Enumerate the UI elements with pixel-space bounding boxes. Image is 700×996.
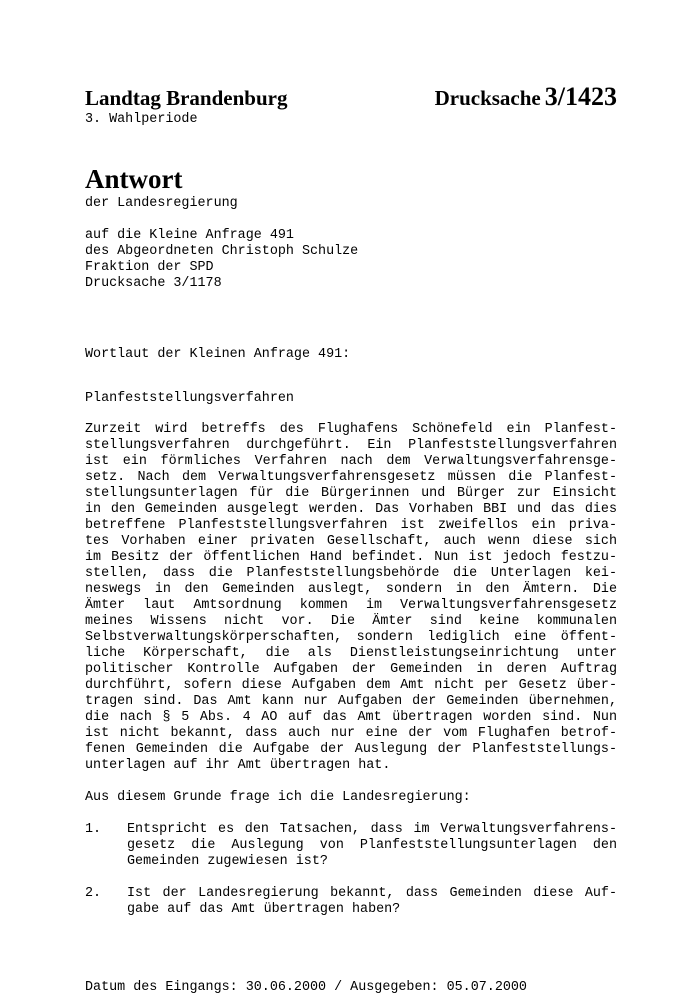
body-line: ist nicht bekannt, dass auch nur eine der vom Flughafen betrof- [85, 726, 617, 741]
inquiry-body-text [85, 422, 617, 774]
body-line: Zurzeit wird betreffs des Flughafens Schönefeld ein Planfest- [85, 422, 617, 437]
body-line: unterlagen auf ihr Amt übertragen hat. [85, 758, 391, 773]
body-line: stellen, dass die Planfeststellungsbehörde die Unterlagen kei- [85, 566, 617, 581]
document-header [85, 82, 617, 110]
body-line: Selbstverwaltungskörperschaften, sondern lediglich eine öffent- [85, 630, 617, 645]
parliament-name: Landtag Brandenburg [85, 86, 288, 110]
question-text [127, 886, 617, 918]
document-title: Antwort [85, 164, 183, 194]
question-line: Gemeinden zugewiesen ist? [127, 854, 328, 869]
question-line: Ist der Landesregierung bekannt, dass Gemeinden diese Auf- [127, 886, 617, 901]
body-line: betreffene Planfeststellungsverfahren ist zweifellos ein priva- [85, 518, 617, 533]
body-line: setz. Nach dem Verwaltungsverfahrensgesetz müssen die Planfest- [85, 470, 617, 485]
printed-matter-number: 3/1423 [544, 82, 617, 111]
question-number: 1. [85, 822, 102, 837]
document-subtitle: der Landesregierung [85, 196, 238, 211]
body-line: Ämter laut Amtsordnung kommen im Verwaltungsverfahrensgesetz [85, 598, 617, 613]
body-line: tes Vorhaben einer privaten Gesellschaft, auch wenn diese sich [85, 534, 617, 549]
question-line: gabe auf das Amt übertragen haben? [127, 902, 401, 917]
body-line: politischer Kontrolle Aufgaben der Gemeinden in deren Auftrag [85, 662, 617, 677]
reference-line: Drucksache 3/1178 [85, 276, 222, 291]
document-page [85, 82, 617, 996]
reference-line: des Abgeordneten Christoph Schulze [85, 244, 359, 259]
question-line: Entspricht es den Tatsachen, dass im Verwaltungsverfahrens- [127, 822, 617, 837]
reference-block [85, 228, 617, 292]
question-line: gesetz die Auslegung von Planfeststellungsunterlagen den [127, 838, 617, 853]
body-line: stellungsverfahren durchgeführt. Ein Planfeststellungsverfahren [85, 438, 617, 453]
reference-line: auf die Kleine Anfrage 491 [85, 228, 294, 243]
printed-matter-id [435, 82, 617, 112]
body-line: im Besitz der öffentlichen Hand befindet. Nun ist jedoch festzu- [85, 550, 617, 565]
inquiry-wording-label: Wortlaut der Kleinen Anfrage 491: [85, 347, 351, 362]
legislative-period: 3. Wahlperiode [85, 112, 198, 127]
body-line: die nach § 5 Abs. 4 AO auf das Amt übertragen worden sind. Nun [85, 710, 617, 725]
body-line: fenen Gemeinden die Aufgabe der Auslegung der Planfeststellungs- [85, 742, 617, 757]
body-line: tragen sind. Das Amt kann nur Aufgaben der Gemeinden übernehmen, [85, 694, 617, 709]
question-item [85, 822, 617, 870]
body-line: in den Gemeinden ausgelegt werden. Das Vorhaben BBI und das dies [85, 502, 617, 517]
question-item [85, 886, 617, 918]
reference-line: Fraktion der SPD [85, 260, 214, 275]
body-line: liche Körperschaft, die als Dienstleistungseinrichtung unter [85, 646, 617, 661]
question-number: 2. [85, 886, 102, 901]
question-intro: Aus diesem Grunde frage ich die Landesregierung: [85, 790, 471, 805]
issue-dates: Datum des Eingangs: 30.06.2000 / Ausgegeben: 05.07.2000 [85, 980, 527, 995]
inquiry-subject: Planfeststellungsverfahren [85, 391, 294, 406]
question-text [127, 822, 617, 870]
printed-matter-label: Drucksache [434, 86, 541, 110]
body-line: ist ein förmliches Verfahren nach dem Verwaltungsverfahrensge- [85, 454, 617, 469]
body-line: stellungsunterlagen für die Bürgerinnen und Bürger zur Einsicht [85, 486, 617, 501]
body-line: neswegs in den Gemeinden auslegt, sondern in den Ämtern. Die [85, 582, 617, 597]
body-line: meines Wissens nicht vor. Die Ämter sind keine kommunalen [85, 614, 617, 629]
body-line: durchführt, sofern diese Aufgaben dem Amt nicht per Gesetz über- [85, 678, 617, 693]
